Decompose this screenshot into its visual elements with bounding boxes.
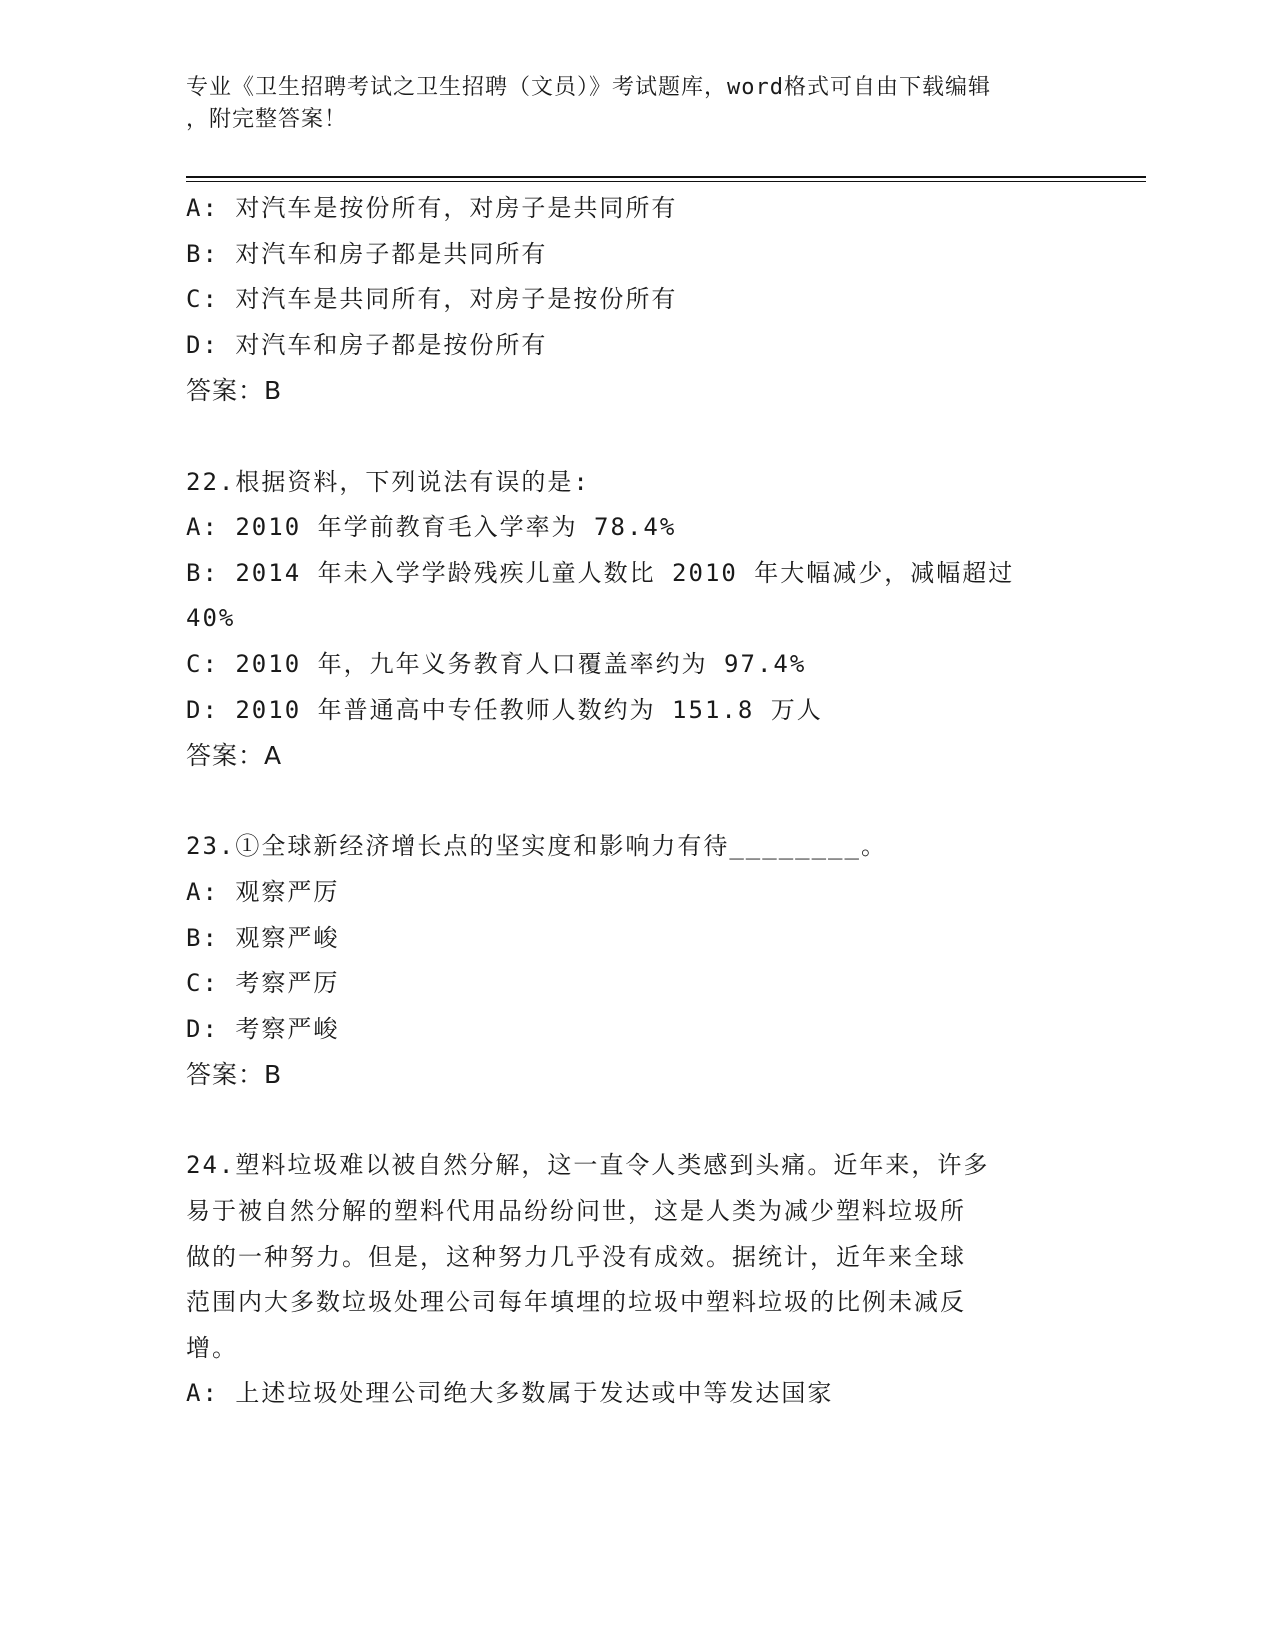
q24-question-line-1: 24.塑料垃圾难以被自然分解，这一直令人类感到头痛。近年来，许多 xyxy=(186,1151,990,1180)
q23-answer: 答案：B xyxy=(186,1060,283,1090)
q22-option-b-line-2: 40% xyxy=(186,604,236,633)
q23-option-d: D: 考察严峻 xyxy=(186,1014,340,1043)
q24-question-line-4: 范围内大多数垃圾处理公司每年填埋的垃圾中塑料垃圾的比例未减反 xyxy=(186,1288,966,1317)
q22-answer: 答案：A xyxy=(186,741,283,771)
q22-option-c: C: 2010 年，九年义务教育人口覆盖率约为 97.4% xyxy=(186,649,807,678)
q24-question-line-2: 易于被自然分解的塑料代用品纷纷问世，这是人类为减少塑料垃圾所 xyxy=(186,1197,966,1226)
spacer xyxy=(186,414,1066,460)
q23-option-c: C: 考察严厉 xyxy=(186,969,340,998)
q21-option-d: D: 对汽车和房子都是按份所有 xyxy=(186,330,548,359)
q23-question: 23.①全球新经济增长点的坚实度和影响力有待________。 xyxy=(186,832,887,861)
q22-question: 22.根据资料，下列说法有误的是: xyxy=(186,467,590,496)
q24-question-line-5: 增。 xyxy=(186,1333,238,1362)
question-23 xyxy=(186,824,1066,1098)
q21-option-a: A: 对汽车是按份所有，对房子是共同所有 xyxy=(186,194,678,222)
q22-option-b-line-1: B: 2014 年未入学学龄残疾儿童人数比 2010 年大幅减少，减幅超过 xyxy=(186,558,1015,587)
q24-option-a: A: 上述垃圾处理公司绝大多数属于发达或中等发达国家 xyxy=(186,1379,834,1408)
q21-option-c: C: 对汽车是共同所有，对房子是按份所有 xyxy=(186,285,678,314)
header-rule-thin xyxy=(186,181,1146,182)
header-line-2: ，附完整答案！ xyxy=(186,107,348,132)
header-rule-thick xyxy=(186,176,1146,178)
q23-option-b: B: 观察严峻 xyxy=(186,923,340,952)
document-body xyxy=(186,186,1066,1417)
spacer xyxy=(186,1098,1066,1144)
question-22 xyxy=(186,460,1066,779)
q22-option-a: A: 2010 年学前教育毛入学率为 78.4% xyxy=(186,513,677,542)
q22-option-d: D: 2010 年普通高中专任教师人数约为 151.8 万人 xyxy=(186,695,823,724)
q21-answer: 答案：B xyxy=(186,376,283,406)
q21-option-b: B: 对汽车和房子都是共同所有 xyxy=(186,239,548,268)
document-header xyxy=(186,72,1066,136)
question-21 xyxy=(186,186,1066,414)
spacer xyxy=(186,779,1066,825)
header-line-1: 专业《卫生招聘考试之卫生招聘（文员）》考试题库，word格式可自由下载编辑 xyxy=(186,75,991,100)
q24-question-line-3: 做的一种努力。但是，这种努力几乎没有成效。据统计，近年来全球 xyxy=(186,1242,966,1271)
q23-option-a: A: 观察严厉 xyxy=(186,877,340,906)
question-24 xyxy=(186,1143,1066,1417)
